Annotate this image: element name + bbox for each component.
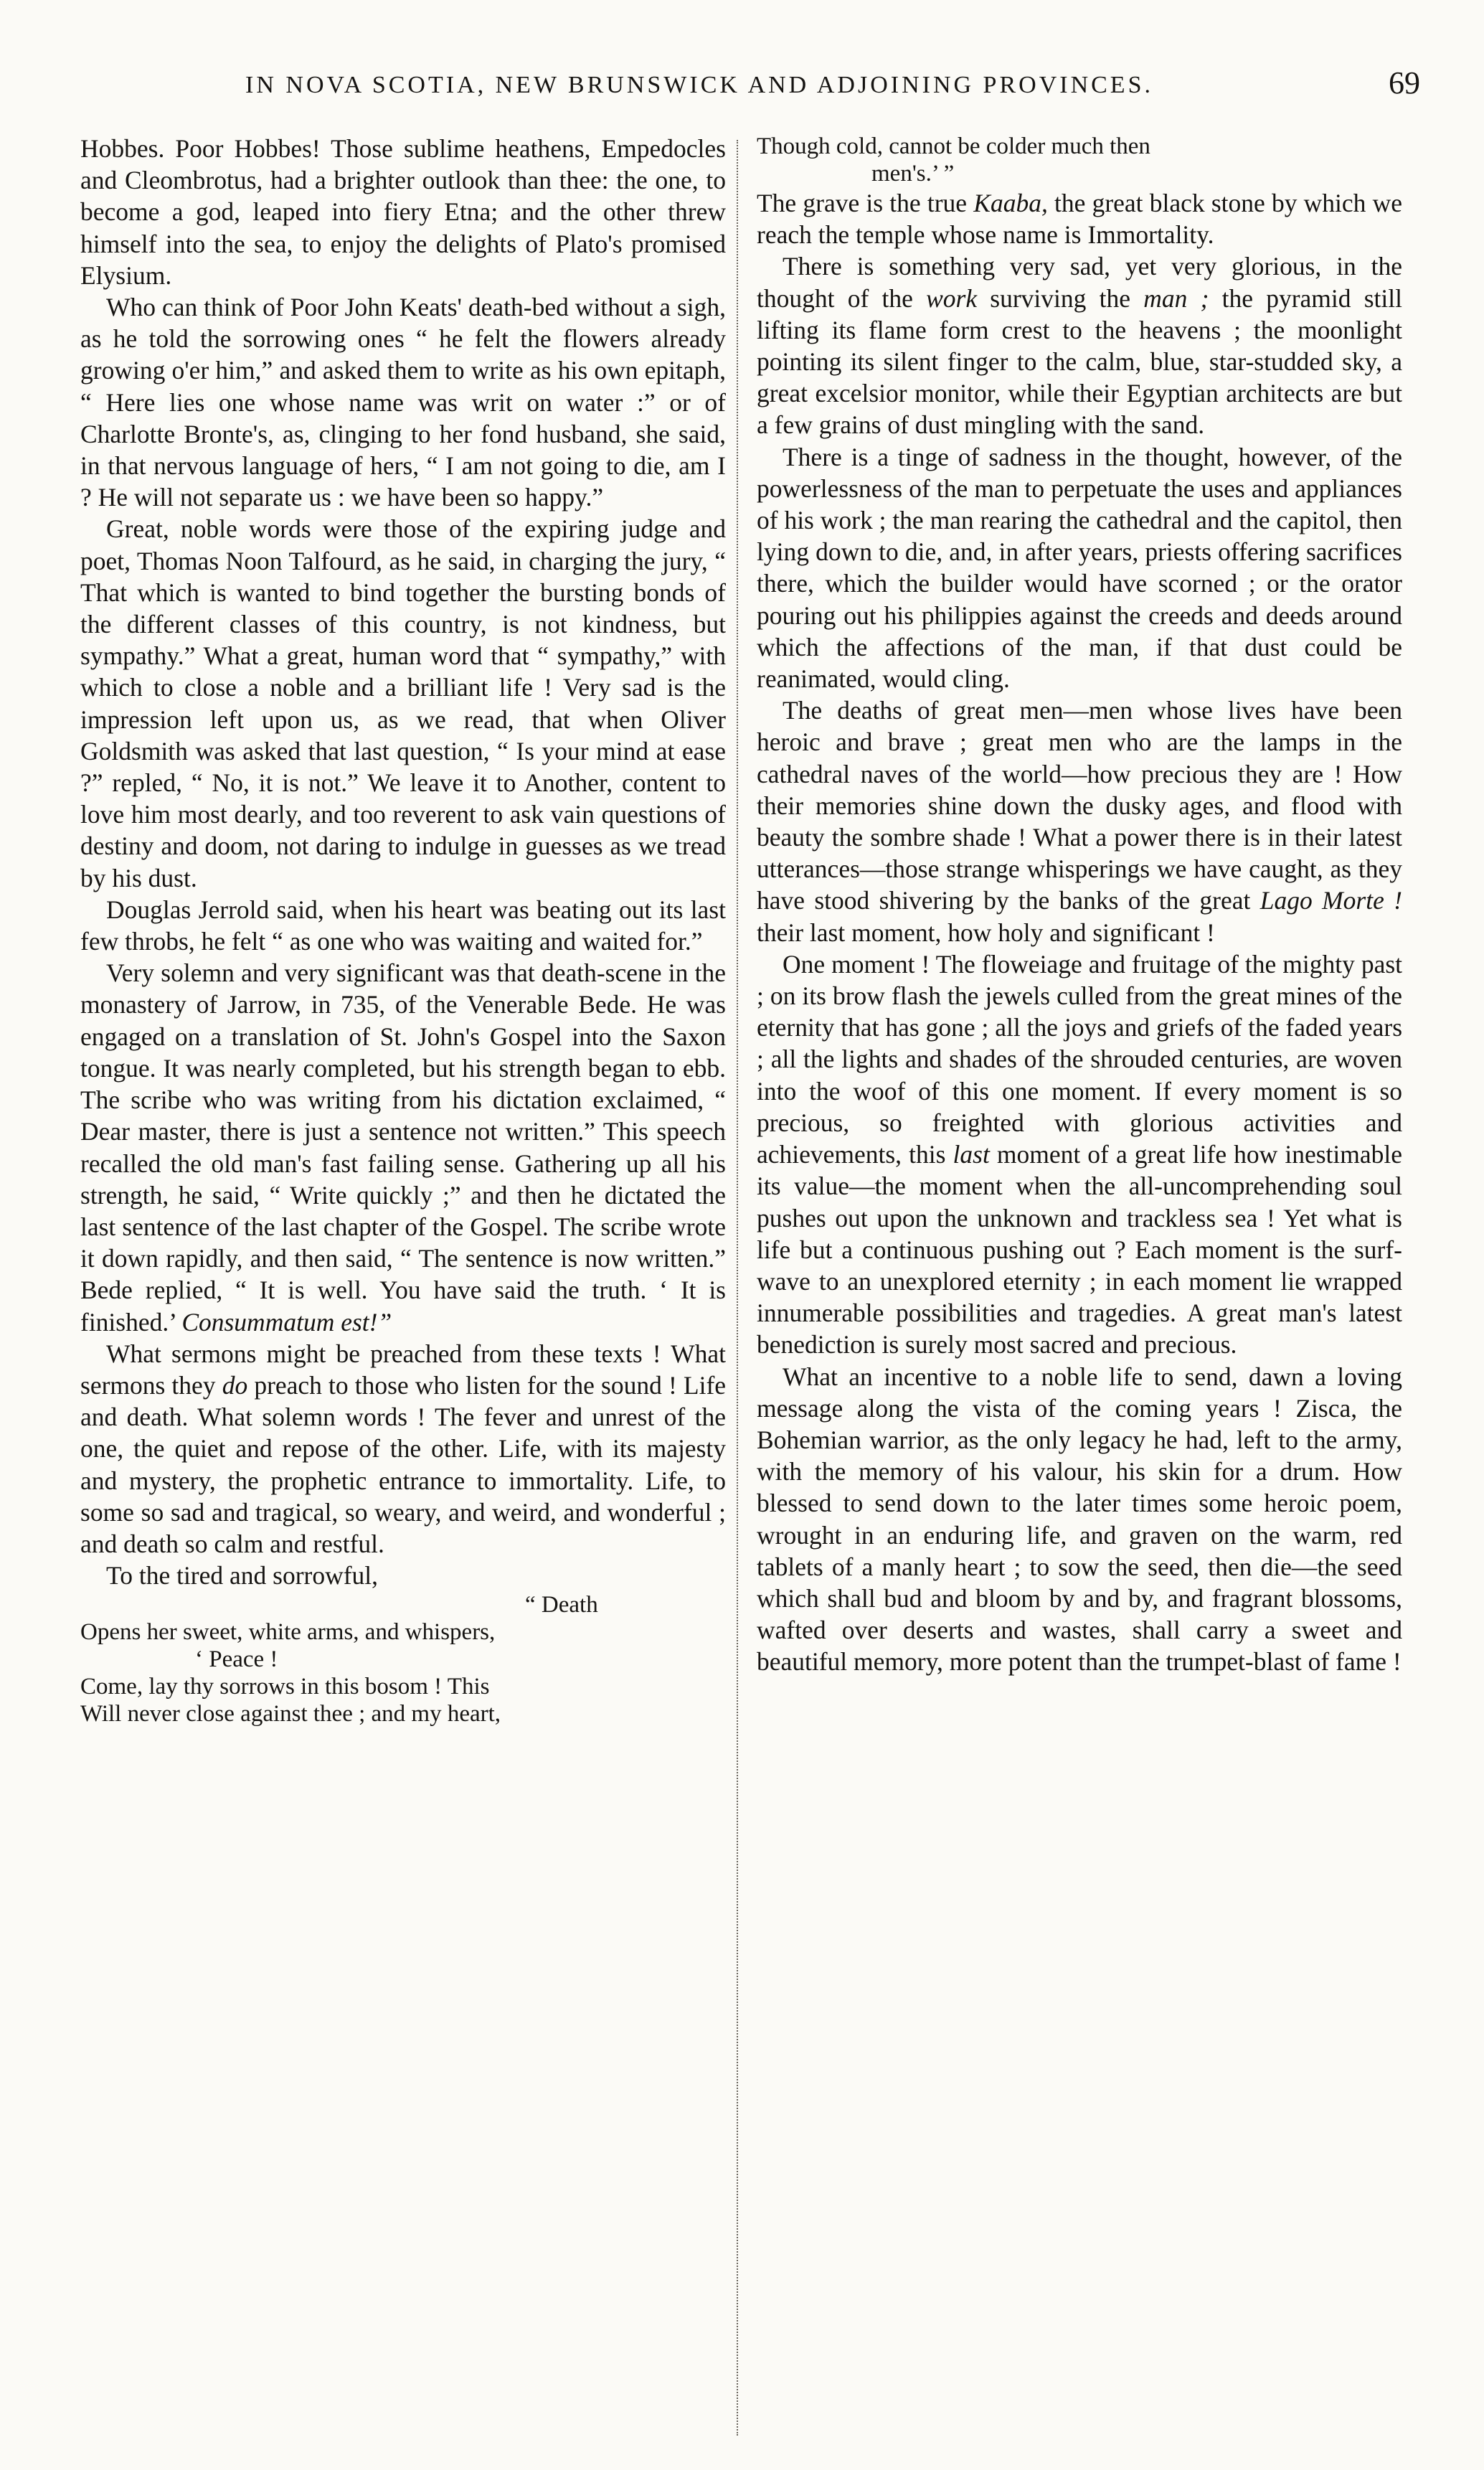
paragraph bbox=[80, 957, 726, 1337]
paragraph-text: moment of a great life how inestimable its value—the moment when the all-uncomprehending soul pushes out upon the unknown and trackless sea ! Yet what is life but a continuous pushing out ? Each moment is the surf-wave to an unexplored eternity ; in each moment lie wrapped innumerable possibilities and tragedies. A great man's latest benediction is surely most sacred and precious. bbox=[757, 1140, 1402, 1359]
emphasis: Lago Morte ! bbox=[1259, 886, 1402, 915]
page-header bbox=[79, 65, 1420, 115]
verse-intro: To the tired and sorrowful, bbox=[106, 1561, 379, 1590]
verse-block bbox=[80, 1560, 726, 1727]
emphasis: work bbox=[926, 283, 978, 313]
paragraph-text: The grave is the true bbox=[757, 189, 968, 217]
verse-line: ‘ Peace ! bbox=[195, 1646, 278, 1673]
left-column bbox=[80, 133, 726, 2436]
paragraph bbox=[80, 1338, 726, 1560]
column-divider bbox=[737, 140, 738, 2436]
paragraph: Douglas Jerrold said, when his heart was beating out its last few throbs, he felt “ as one who was waiting and waited for.” bbox=[80, 895, 726, 956]
paragraph-text: One moment ! The floweiage and fruitage of the mighty past ; on its brow flash the jewels culled from the great mines of the eternity that has gone ; all the joys and griefs of the faded years ; all the lights and shades of the shrouded centuries, are woven into the woof of this one moment. If every moment is so precious, so freighted with glorious activities and achievements, this bbox=[757, 949, 1402, 1169]
paragraph: Who can think of Poor John Keats' death-bed without a sigh, as he told the sorrowing ones “ he felt the flowers already growing o'er him,” and asked them to write as his own epitaph, “ Here lies one whose name was writ on water :” or of Charlotte Bronte's, as, clinging to her fond husband, she said, in that nervous language of hers, “ I am not going to die, am I ? He will not separate us : we have been so happy.” bbox=[80, 293, 726, 512]
paragraph: Hobbes. Poor Hobbes! Those sublime heathens, Empedocles and Cleombrotus, had a brighter outlook than thee: the one, to become a god, leaped into fiery Etna; and the other threw himself into the sea, to enjoy the delights of Plato's promised Elysium. bbox=[80, 134, 726, 290]
verse-line: men's.’ ” bbox=[871, 161, 955, 187]
emphasis: Kaaba, bbox=[973, 189, 1048, 217]
paragraph: Great, noble words were those of the expiring judge and poet, Thomas Noon Talfourd, as he said, in charging the jury, “ That which is wanted to bind together the bursting bonds of the different classes of this country, is not kindness, but sympathy.” What a great, human word that “ sympathy,” with which to close a noble and a brilliant life ! Very sad is the impression left upon us, as we read, that when Oliver Goldsmith was asked that last question, “ Is your mind at ease ?” repled, “ No, it is not.” We leave it to Another, content to love him most dearly, and too reverent to ask vain questions of destiny and doom, not daring to indulge in guesses as we tread by his dust. bbox=[80, 514, 726, 892]
paragraph-text: surviving the bbox=[990, 283, 1130, 313]
verse-line: Opens her sweet, white arms, and whispers, bbox=[80, 1619, 496, 1646]
paragraph-text: Very solemn and very significant was that death-scene in the monastery of Jarrow, in 735, of the Venerable Bede. He was engaged on a translation of St. John's Gospel into the Saxon tongue. It was nearly completed, but his strength began to ebb. The scribe who was writing from his dictation exclaimed, “ Dear master, there is just a sentence not written.” This speech recalled the old man's fast failing sense. Gathering up all his strength, he said, “ Write quickly ;” and then he dictated the last sentence of the last chapter of the Gospel. The scribe wrote it down rapidly, and then said, “ The sentence is now written.” Bede replied, “ It is well. You have said the truth. ‘ It is finished.’ bbox=[80, 958, 726, 1337]
verse-line: Though cold, cannot be colder much then bbox=[757, 133, 1150, 159]
latin-phrase: Consummatum est!” bbox=[181, 1307, 392, 1337]
paragraph-text: their last moment, how holy and significant ! bbox=[757, 918, 1215, 947]
emphasis: do bbox=[222, 1370, 248, 1400]
emphasis: man ; bbox=[1143, 283, 1209, 313]
paragraph: What an incentive to a noble life to send, dawn a loving message along the vista of the coming years ! Zisca, the Bohemian warrior, as the only legacy he had, left to the army, with the memory of his valour, his skin for a drum. How blessed to send down to the later times some heroic poem, wrought in an enduring life, and graven on the warm, red tablets of a manly heart ; to sow the seed, then die—the seed which shall bud and bloom by and by, and fragrant blossoms, wafted over deserts and wastes, shall carry a sweet and beautiful memory, more potent than the trumpet-blast of fame ! bbox=[757, 1362, 1402, 1677]
paragraph-text: There is something very sad, yet very glorious, in the thought of the bbox=[757, 252, 1402, 313]
paragraph-text: What sermons might be preached from these texts ! What sermons they bbox=[80, 1339, 726, 1400]
right-column bbox=[757, 133, 1402, 2436]
paragraph-text: the pyramid still lifting its flame form crest to the heavens ; the moonlight pointing its silent finger to the calm, blue, star-studded sky, a great excelsior monitor, while their Egyptian architects are but a few grains of dust mingling with the sand. bbox=[757, 283, 1402, 440]
paragraph: There is a tinge of sadness in the thought, however, of the powerlessness of the man to perpetuate the uses and appliances of his work ; the man rearing the cathedral and the capitol, then lying down to die, and, in after years, priests offering sacrifices there, which the builder would have scorned ; or the orator pouring out his philippies against the creeds and deeds around which the affections of the man, if that dust could be reanimated, would cling. bbox=[757, 442, 1402, 694]
paragraph-text: preach to those who listen for the sound ! Life and death. What solemn words ! The fever and unrest of the one, the quiet and repose of the other. Life, with its majesty and mystery, the prophetic entrance to immortality. Life, to some so sad and tragical, so weary, and weird, and wonderful ; and death so calm and restful. bbox=[80, 1370, 726, 1558]
running-head: IN NOVA SCOTIA, NEW BRUNSWICK AND ADJOINING PROVINCES. bbox=[245, 72, 1153, 98]
paragraph bbox=[757, 250, 1402, 440]
verse-line: Will never close against thee ; and my heart, bbox=[80, 1701, 501, 1727]
paragraph bbox=[757, 187, 1402, 250]
paragraph bbox=[757, 694, 1402, 948]
emphasis: last bbox=[953, 1140, 990, 1169]
verse-line: Come, lay thy sorrows in this bosom ! This bbox=[80, 1674, 490, 1700]
paragraph bbox=[757, 948, 1402, 1361]
page-number: 69 bbox=[1389, 65, 1420, 100]
verse-line: “ Death bbox=[525, 1592, 598, 1618]
paragraph-text: The deaths of great men—men whose lives have been heroic and brave ; great men who are the lamps in the cathedral naves of the world—how precious they are ! How their memories shine down the dusky ages, and flood with beauty the sombre shade ! What a power there is in their latest utterances—those strange whisperings we have caught, as they have stood shivering by the banks of the great bbox=[757, 696, 1402, 915]
verse-continuation bbox=[757, 133, 1402, 187]
paragraph-text: the great black stone by which we reach the temple whose name is Immortality. bbox=[757, 189, 1402, 250]
